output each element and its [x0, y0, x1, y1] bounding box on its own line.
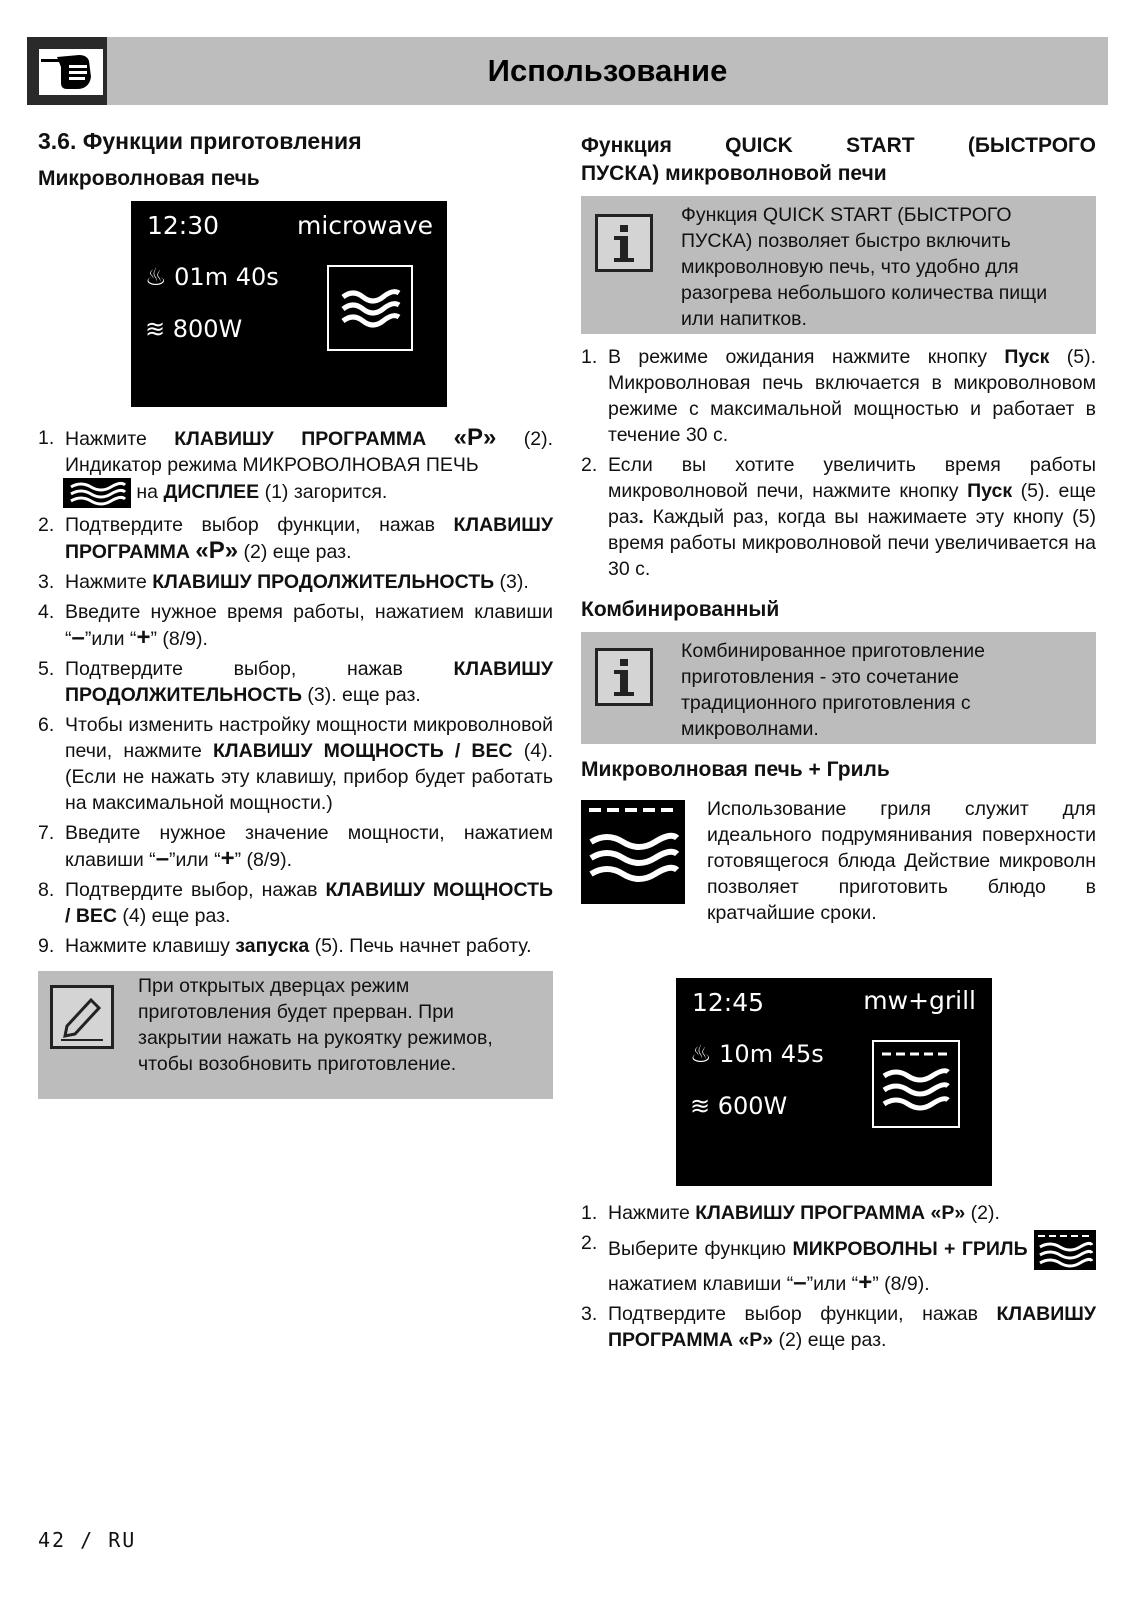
- step-text: ” (8/9).: [234, 849, 293, 871]
- step-key: КЛАВИШУ ПРОГРАММА: [174, 428, 454, 450]
- grill-text: Использование гриля служит для идеального подрумянивания поверхности готовящегося блюда Действие микроволн позволяет приготовить блюдо в кратчайшие сроки.: [707, 798, 1096, 924]
- list-item: [581, 452, 1096, 582]
- step-number: 2.: [581, 1232, 598, 1254]
- pointing-hand-icon: [27, 37, 107, 105]
- step-key: Пуск: [1004, 346, 1050, 368]
- duration-row: [145, 263, 279, 291]
- microwave-wave-icon: [63, 478, 131, 508]
- plus-symbol: +: [220, 845, 235, 872]
- info-icon: [595, 648, 653, 706]
- list-item: [38, 712, 553, 816]
- quick-start-title: Функция QUICK START (БЫСТРОГО: [581, 134, 1096, 157]
- step-key: КЛАВИШУ ПРОДОЛЖИТЕЛЬНОСТЬ: [152, 571, 495, 593]
- step-number: 1.: [38, 427, 55, 449]
- subsection-title: Микроволновая печь: [38, 167, 260, 190]
- microwave-steps: [38, 425, 553, 959]
- step-number: 7.: [38, 822, 55, 844]
- list-item: [581, 1200, 1096, 1226]
- step-text: ” (8/9).: [150, 628, 208, 650]
- section-title: 3.6. Функции приготовления: [38, 128, 362, 154]
- quick-start-steps: [581, 344, 1096, 582]
- step-number: 9.: [38, 935, 55, 957]
- page-title: Использование: [487, 53, 728, 88]
- grill-title: Микроволновая печь + Гриль: [581, 758, 890, 781]
- step-text: Нажмите: [608, 1202, 696, 1224]
- step-text: нажатием клавиши “: [608, 1273, 794, 1295]
- step-key: МИКРОВОЛНЫ + ГРИЛЬ: [792, 1238, 1028, 1261]
- step-number: 2.: [581, 454, 598, 476]
- step-text: (5). Печь начнет работу.: [309, 935, 532, 957]
- step-text: Чтобы изменить настройку мощности микроволновой печи, нажмите: [65, 714, 553, 762]
- timer-icon: ♨: [690, 1040, 712, 1068]
- mw-grill-small-icon: [1034, 1230, 1096, 1270]
- step-number: 1.: [581, 1202, 598, 1224]
- step-key: КЛАВИШУ МОЩНОСТЬ / ВЕС: [213, 740, 513, 762]
- step-number: 2.: [38, 514, 55, 536]
- mw-grill-display: [676, 978, 992, 1186]
- step-text: Введите нужное время работы, нажатием клавиши “: [65, 601, 553, 650]
- step-text: Каждый раз, когда вы нажимаете эту кнопу (5) время работы микроволновой печи увеличивается на 30 с.: [608, 506, 1096, 580]
- step-text: (5). Микроволновая печь включается в микроволновом режиме с максимальной мощностью и работает в течение 30 с.: [608, 346, 1097, 446]
- grill-wave-icon: [581, 800, 685, 904]
- step-text: Нажмите клавишу: [65, 935, 236, 957]
- step-text: ”или “: [806, 1273, 859, 1295]
- plus-symbol: +: [858, 1269, 873, 1296]
- power-icon: ≋: [145, 315, 166, 343]
- step-number: 5.: [38, 658, 55, 680]
- display-mode: mw+grill: [863, 986, 976, 1015]
- step-key: КЛАВИШУ ПРОГРАММА «P»: [608, 1303, 1096, 1351]
- mw-grill-mode-icon: [872, 1040, 960, 1128]
- list-item: [38, 599, 553, 652]
- minus-symbol: –: [155, 845, 170, 872]
- step-text: ”или “: [84, 628, 137, 650]
- step-text: Нажмите: [65, 428, 175, 450]
- note-text: При открытых дверцах режим приготовления будет прерван. При закрытии нажать на рукоятку режимов, чтобы возобновить приготовление.: [138, 975, 493, 1075]
- list-item: [581, 344, 1096, 448]
- step-text: Введите нужное значение мощности, нажатием клавиши “: [65, 822, 553, 871]
- duration-row: [690, 1040, 824, 1068]
- plus-symbol: +: [136, 624, 151, 651]
- page-number: 42 / RU: [38, 1528, 137, 1552]
- list-item: [38, 820, 553, 873]
- display-time: 12:45: [692, 988, 765, 1017]
- step-text: Нажмите: [65, 571, 153, 593]
- step-key: КЛАВИШУ ПРОГРАММА «P»: [695, 1202, 966, 1224]
- quick-start-info-box: [581, 196, 1096, 334]
- timer-icon: ♨: [145, 263, 167, 291]
- note-box: [38, 971, 553, 1099]
- step-text: (2) еще раз.: [238, 541, 352, 563]
- step-key: КЛАВИШУ ПРОДОЛЖИТЕЛЬНОСТЬ: [65, 658, 553, 706]
- list-item: [581, 1230, 1096, 1297]
- step-text: (3). еще раз.: [301, 684, 421, 706]
- step-text: (2). Индикатор режима МИКРОВОЛНОВАЯ ПЕЧЬ: [65, 428, 553, 476]
- display-time: 12:30: [147, 211, 220, 240]
- list-item: [38, 877, 553, 929]
- step-symbol: «P»: [195, 537, 239, 564]
- minus-symbol: –: [793, 1269, 807, 1296]
- step-key: запуска: [235, 935, 310, 957]
- grill-intro: [581, 796, 1096, 956]
- right-column: [581, 132, 1096, 1357]
- page-header: [27, 37, 1108, 105]
- step-text: Подтвердите выбор функции, нажав: [608, 1303, 997, 1325]
- step-text: (4). (Если не нажать эту клавишу, прибор будет работать на максимальной мощности.): [65, 740, 554, 814]
- combined-info-box: [581, 632, 1096, 744]
- step-text: Подтвердите выбор, нажав: [65, 658, 454, 680]
- step-text: .: [638, 506, 644, 528]
- info-icon: [595, 214, 653, 272]
- step-text: Если вы хотите увеличить время работы микроволновой печи, нажмите кнопку: [608, 454, 1096, 502]
- step-text: (3).: [494, 571, 529, 593]
- display-mode: microwave: [296, 211, 433, 240]
- step-text: В режиме ожидания нажмите кнопку: [608, 346, 1005, 368]
- step-text: (4) еще раз.: [117, 905, 231, 927]
- display-power: 800W: [172, 315, 243, 343]
- step-text: (2).: [965, 1202, 1000, 1224]
- list-item: [38, 656, 553, 708]
- step-key: КЛАВИШУ МОЩНОСТЬ / ВЕС: [65, 879, 553, 927]
- list-item: [581, 1301, 1096, 1353]
- combined-info-text: Комбинированное приготовление приготовления - это сочетание традиционного приготовления с микроволнами.: [681, 640, 986, 740]
- list-item: [38, 512, 553, 565]
- quick-start-title-line2: ПУСКА) микроволновой печи: [581, 162, 887, 185]
- step-text: (2) еще раз.: [773, 1329, 887, 1351]
- step-text: Выберите функцию: [608, 1238, 793, 1261]
- step-number: 6.: [38, 714, 55, 736]
- step-text: Подтвердите выбор, нажав: [65, 879, 326, 901]
- quick-start-info-text: Функция QUICK START (БЫСТРОГО ПУСКА) позволяет быстро включить микроволновую печь, что удобно для разогрева небольшого количества пищи или напитков.: [681, 204, 1048, 330]
- display-power: 600W: [717, 1092, 788, 1120]
- step-text: на: [131, 481, 164, 504]
- power-row: [145, 315, 242, 343]
- step-key: Пуск: [967, 480, 1013, 502]
- step-text: (1) загорится.: [259, 481, 388, 504]
- microwave-display: [131, 201, 447, 407]
- step-number: 4.: [38, 601, 55, 623]
- step-key: ДИСПЛЕЕ: [163, 481, 260, 504]
- microwave-mode-icon: [327, 265, 413, 351]
- left-column: [38, 122, 553, 1099]
- step-text: (5). еще раз: [608, 480, 1096, 528]
- power-row: [690, 1092, 787, 1120]
- step-key: КЛАВИШУ ПРОГРАММА: [65, 514, 553, 563]
- step-symbol: «P»: [453, 424, 497, 451]
- display-duration: 10m 45s: [719, 1040, 824, 1068]
- minus-symbol: –: [71, 624, 85, 651]
- step-number: 1.: [581, 346, 598, 368]
- display-duration: 01m 40s: [174, 263, 279, 291]
- step-number: 3.: [38, 571, 55, 593]
- step-text: Подтвердите выбор функции, нажав: [65, 514, 454, 536]
- list-item: [38, 425, 553, 508]
- step-number: 8.: [38, 879, 55, 901]
- step-number: 3.: [581, 1303, 598, 1325]
- pencil-note-icon: [50, 985, 114, 1049]
- power-icon: ≋: [690, 1092, 711, 1120]
- list-item: [38, 933, 553, 959]
- list-item: [38, 569, 553, 595]
- combined-title: Комбинированный: [581, 598, 780, 621]
- step-text: ”или “: [169, 849, 221, 871]
- step-text: ” (8/9).: [872, 1273, 930, 1295]
- grill-steps: [581, 1200, 1096, 1353]
